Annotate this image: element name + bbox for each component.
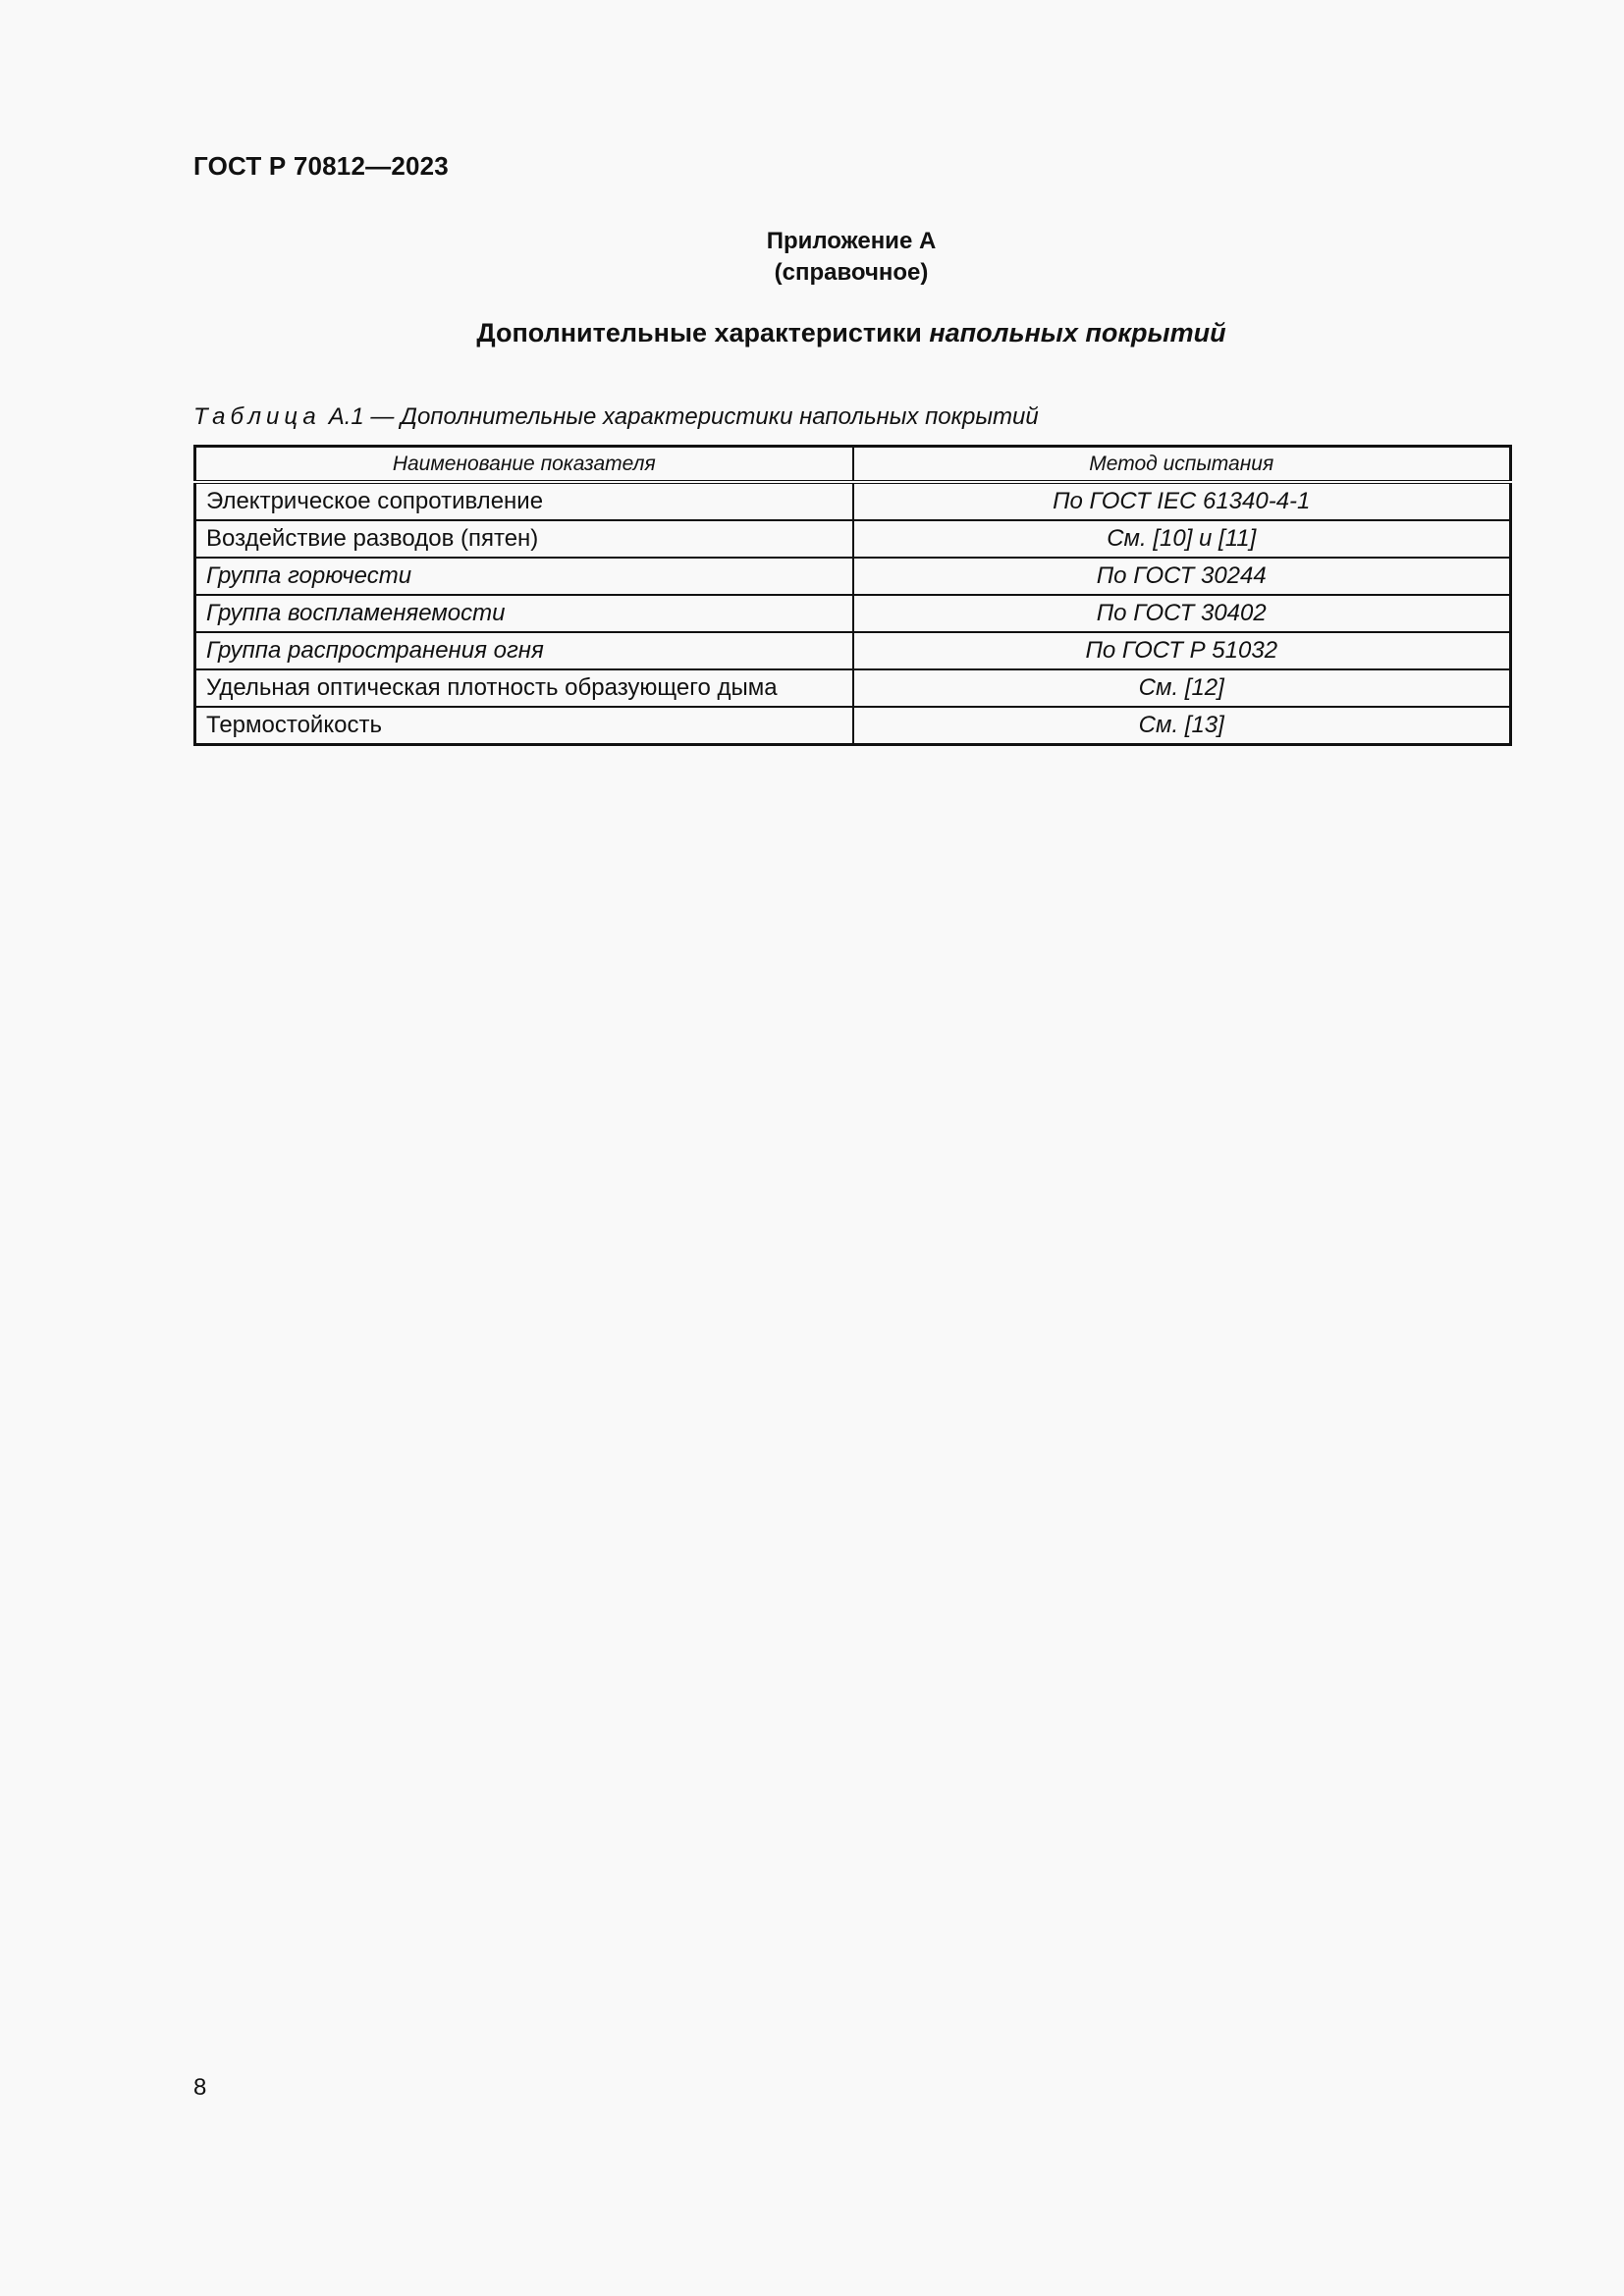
row-method-cell: По ГОСТ IEC 61340-4-1 [853, 482, 1511, 520]
table-row [195, 707, 1511, 745]
row-name-cell: Термостойкость [195, 707, 853, 745]
row-method-cell: См. [10] и [11] [853, 520, 1511, 558]
table-header-row [195, 447, 1511, 483]
row-name-cell: Электрическое сопротивление [195, 482, 853, 520]
section-title-regular: Дополнительные характеристики [476, 318, 930, 347]
row-method-cell: По ГОСТ Р 51032 [853, 632, 1511, 669]
row-name-cell: Удельная оптическая плотность образующего дыма [195, 669, 853, 707]
table-row [195, 482, 1511, 520]
row-method-cell: По ГОСТ 30244 [853, 558, 1511, 595]
row-method-cell: По ГОСТ 30402 [853, 595, 1511, 632]
row-method-cell: См. [12] [853, 669, 1511, 707]
row-name-cell: Группа воспламеняемости [195, 595, 853, 632]
row-name-cell: Группа распространения огня [195, 632, 853, 669]
page-number: 8 [193, 2074, 207, 2101]
column-header-name: Наименование показателя [195, 447, 853, 483]
appendix-heading [193, 226, 1509, 289]
table-row [195, 595, 1511, 632]
column-header-method: Метод испытания [853, 447, 1511, 483]
table-caption [193, 403, 1039, 431]
table-caption-prefix: Таблица [193, 403, 321, 430]
table-row [195, 632, 1511, 669]
row-name-cell: Группа горючести [195, 558, 853, 595]
table-row [195, 558, 1511, 595]
table-row [195, 520, 1511, 558]
section-title-italic: напольных покрытий [929, 318, 1226, 347]
row-name-cell: Воздействие разводов (пятен) [195, 520, 853, 558]
characteristics-table [193, 445, 1512, 746]
appendix-subtitle: (справочное) [774, 259, 929, 286]
row-method-cell: См. [13] [853, 707, 1511, 745]
section-title [193, 318, 1509, 348]
document-id-header: ГОСТ Р 70812—2023 [193, 151, 449, 181]
appendix-title: Приложение А [766, 228, 937, 254]
table-caption-text: А.1 — Дополнительные характеристики напольных покрытий [328, 403, 1039, 430]
table-row [195, 669, 1511, 707]
